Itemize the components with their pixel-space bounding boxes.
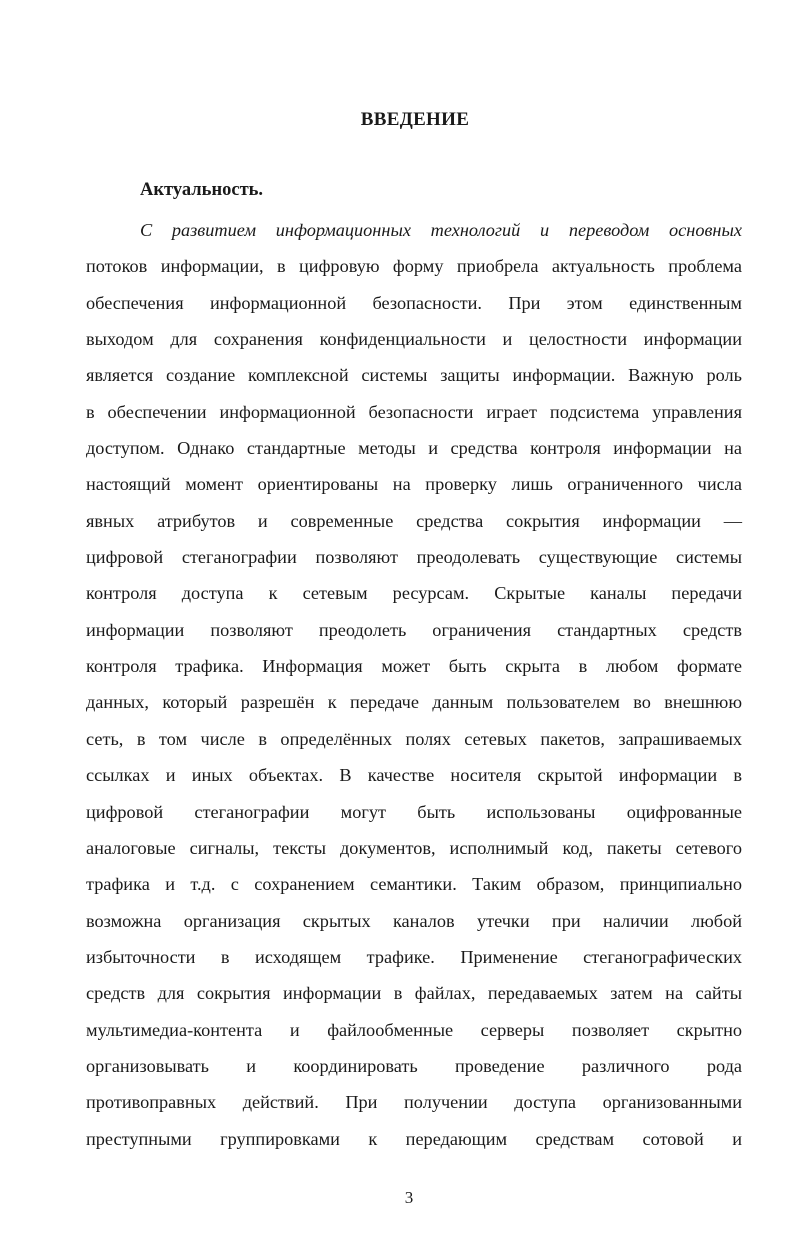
text-line: настоящий момент ориентированы на проверку лишь ограниченного числа	[86, 474, 742, 495]
section-heading: ВВЕДЕНИЕ	[360, 109, 470, 130]
text-line: потоков информации, в цифровую форму приобрела актуальность проблема	[86, 256, 742, 277]
text-line: контроля трафика. Информация может быть скрыта в любом формате	[86, 656, 742, 677]
text-line: С развитием информационных технологий и переводом основных	[140, 220, 742, 240]
text-line: в обеспечении информационной безопасности играет подсистема управления	[86, 401, 742, 422]
text-line: сеть, в том числе в определённых полях сетевых пакетов, запрашиваемых	[86, 728, 742, 749]
text-line: выходом для сохранения конфиденциальности и целостности информации	[86, 329, 742, 350]
text-line: цифровой стеганографии позволяют преодолевать существующие системы	[86, 547, 742, 568]
subsection-heading: Актуальность.	[140, 180, 264, 200]
text-line: явных атрибутов и современные средства сокрытия информации —	[86, 510, 742, 531]
text-line: цифровой стеганографии могут быть использованы оцифрованные	[86, 801, 742, 822]
text-line: избыточности в исходящем трафике. Применение стеганографических	[86, 946, 742, 967]
text-line: аналоговые сигналы, тексты документов, исполнимый код, пакеты сетевого	[86, 837, 742, 858]
text-line: средств для сокрытия информации в файлах, передаваемых затем на сайты	[86, 983, 742, 1004]
body-paragraph	[86, 212, 742, 1157]
text-line: контроля доступа к сетевым ресурсам. Скрытые каналы передачи	[86, 583, 742, 604]
text-line: противоправных действий. При получении доступа организованными	[86, 1092, 742, 1113]
text-line: обеспечения информационной безопасности. При этом единственным	[86, 292, 742, 313]
text-line: является создание комплексной системы защиты информации. Важную роль	[86, 365, 742, 386]
text-line: возможна организация скрытых каналов утечки при наличии любой	[86, 910, 742, 931]
text-line: доступом. Однако стандартные методы и средства контроля информации на	[86, 438, 742, 459]
text-line: информации позволяют преодолеть ограничения стандартных средств	[86, 619, 742, 640]
text-line: преступными группировками к передающим средствам сотовой и	[86, 1128, 742, 1149]
page-number: 3	[404, 1188, 414, 1207]
text-line: мультимедиа-контента и файлообменные серверы позволяет скрытно	[86, 1019, 742, 1040]
text-line: трафика и т.д. с сохранением семантики. Таким образом, принципиально	[86, 874, 742, 895]
text-line: ссылках и иных объектах. В качестве носителя скрытой информации в	[86, 765, 742, 786]
text-line: организовывать и координировать проведение различного рода	[86, 1055, 742, 1076]
text-line: данных, который разрешён к передаче данным пользователем во внешнюю	[86, 692, 742, 713]
